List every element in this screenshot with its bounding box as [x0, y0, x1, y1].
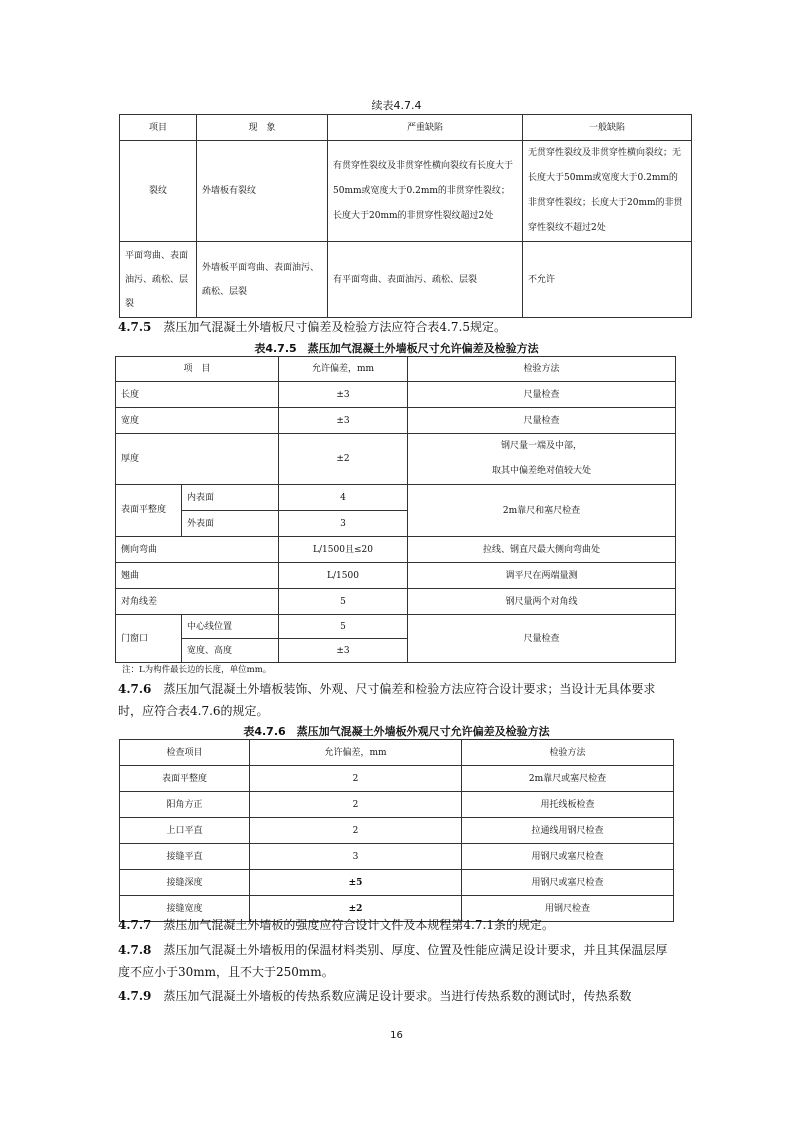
- table-row: [120, 870, 674, 896]
- table-row: [120, 792, 674, 818]
- cell-warping-tolerance: L/1500: [279, 563, 408, 589]
- cell-item: 接缝平直: [120, 844, 250, 870]
- cell-width-height: 宽度、高度: [182, 639, 279, 663]
- cell-tolerance: 2: [250, 792, 462, 818]
- header-phenomenon: 现 象: [197, 115, 328, 141]
- clause-number: 4.7.8: [118, 943, 152, 957]
- cell-crack-serious: 有贯穿性裂纹及非贯穿性横向裂纹有长度大于50mm或宽度大于0.2mm的非贯穿性裂纹；长度大于20mm的非贯穿性裂纹超过2处: [328, 141, 523, 242]
- table-4-7-6: [119, 739, 674, 922]
- cell-width: 宽度: [116, 408, 279, 434]
- cell-thickness: 厚度: [116, 434, 279, 485]
- cell-method: 用钢尺或塞尺检查: [462, 844, 674, 870]
- cell-width-method: 尺量检查: [408, 408, 676, 434]
- table-row: [120, 766, 674, 792]
- cell-inner-surface: 内表面: [182, 485, 279, 511]
- cell-method: 用托线板检查: [462, 792, 674, 818]
- clause-4-7-9: [118, 985, 678, 1007]
- cell-item: 上口平直: [120, 818, 250, 844]
- cell-width-height-tolerance: ±3: [279, 639, 408, 663]
- cell-center-position-tolerance: 5: [279, 615, 408, 639]
- cell-thickness-tolerance: ±2: [279, 434, 408, 485]
- cell-lateral-bending: 侧向弯曲: [116, 537, 279, 563]
- table-4-7-4-continued: [119, 114, 692, 318]
- cell-method: 用钢尺或塞尺检查: [462, 870, 674, 896]
- cell-thickness-method: [408, 434, 676, 485]
- cell-length-tolerance: ±3: [279, 382, 408, 408]
- header-item: 项 目: [116, 357, 279, 382]
- cell-tolerance: 3: [250, 844, 462, 870]
- cell-length: 长度: [116, 382, 279, 408]
- method-line-2: 取其中偏差绝对值较大处: [492, 466, 592, 476]
- cell-length-method: 尺量检查: [408, 382, 676, 408]
- table-row: [120, 844, 674, 870]
- cell-outer-surface-tolerance: 3: [279, 511, 408, 537]
- cell-item: 阳角方正: [120, 792, 250, 818]
- cell-flatness-method: 2m靠尺和塞尺检查: [408, 485, 676, 537]
- clause-4-7-8: [118, 939, 678, 983]
- cell-bending-serious: 有平面弯曲、表面油污、疏松、层裂: [328, 242, 523, 318]
- clause-text: 蒸压加气混凝土外墙板尺寸偏差及检验方法应符合表4.7.5规定。: [163, 320, 506, 334]
- method-line-1: 钢尺量一端及中部，: [501, 441, 583, 451]
- clause-number: 4.7.9: [118, 989, 152, 1003]
- cell-bending-phenomenon: 外墙板平面弯曲、表面油污、疏松、层裂: [197, 242, 328, 318]
- cell-bending-general: 不允许: [523, 242, 692, 318]
- header-tolerance: 允许偏差，mm: [279, 357, 408, 382]
- header-item: 项目: [120, 115, 197, 141]
- header-general-defect: 一般缺陷: [523, 115, 692, 141]
- cell-diagonal: 对角线差: [116, 589, 279, 615]
- cell-tolerance: ±2: [250, 896, 462, 922]
- header-tolerance: 允许偏差，mm: [250, 740, 462, 766]
- table-row: [120, 818, 674, 844]
- cell-warping-method: 调平尺在两端量测: [408, 563, 676, 589]
- cell-method: 2m靠尺或塞尺检查: [462, 766, 674, 792]
- clause-4-7-7: [118, 914, 678, 936]
- cell-lateral-bending-method: 拉线、钢直尺最大侧向弯曲处: [408, 537, 676, 563]
- cell-inner-surface-tolerance: 4: [279, 485, 408, 511]
- cell-item: 接缝宽度: [120, 896, 250, 922]
- header-method: 检验方法: [462, 740, 674, 766]
- cell-tolerance: 2: [250, 818, 462, 844]
- clause-number: 4.7.6: [118, 682, 152, 696]
- cell-lateral-bending-tolerance: L/1500且≤20: [279, 537, 408, 563]
- header-serious-defect: 严重缺陷: [328, 115, 523, 141]
- cell-diagonal-method: 钢尺量两个对角线: [408, 589, 676, 615]
- clause-text: 蒸压加气混凝土外墙板用的保温材料类别、厚度、位置及性能应满足设计要求，并且其保温层厚度不应小于30mm，且不大于250mm。: [118, 943, 668, 979]
- clause-text: 蒸压加气混凝土外墙板的强度应符合设计文件及本规程第4.7.1条的规定。: [163, 918, 554, 932]
- cell-item: 接缝深度: [120, 870, 250, 896]
- cell-outer-surface: 外表面: [182, 511, 279, 537]
- cell-crack-phenomenon: 外墙板有裂纹: [197, 141, 328, 242]
- table-4-7-5-caption: 表4.7.5 蒸压加气混凝土外墙板尺寸允许偏差及检验方法: [254, 342, 539, 355]
- table-note: 注：L为构件最长边的长度，单位mm。: [122, 665, 272, 675]
- cell-door-method: 尺量检查: [408, 615, 676, 663]
- cell-diagonal-tolerance: 5: [279, 589, 408, 615]
- cell-crack-general: 无贯穿性裂纹及非贯穿性横向裂纹；无长度大于50mm或宽度大于0.2mm的非贯穿性裂纹；长度大于20mm的非贯穿性裂纹不超过2处: [523, 141, 692, 242]
- clause-number: 4.7.5: [118, 320, 152, 334]
- cell-door-window: 门窗口: [116, 615, 182, 663]
- table-4-7-5: [115, 356, 676, 663]
- cell-surface-flatness: 表面平整度: [116, 485, 182, 537]
- clause-text: 蒸压加气混凝土外墙板的传热系数应满足设计要求。当进行传热系数的测试时，传热系数: [163, 989, 632, 1003]
- header-check-item: 检查项目: [120, 740, 250, 766]
- cell-crack: 裂纹: [120, 141, 197, 242]
- cell-width-tolerance: ±3: [279, 408, 408, 434]
- cell-item: 表面平整度: [120, 766, 250, 792]
- table-4-7-6-caption: 表4.7.6 蒸压加气混凝土外墙板外观尺寸允许偏差及检验方法: [243, 725, 550, 738]
- cell-bending: 平面弯曲、表面油污、疏松、层裂: [120, 242, 197, 318]
- clause-text: 蒸压加气混凝土外墙板装饰、外观、尺寸偏差和检验方法应符合设计要求；当设计无具体要求时，应符合表4.7.6的规定。: [118, 682, 656, 718]
- clause-4-7-5: [118, 316, 678, 338]
- page-number: 16: [390, 1030, 403, 1041]
- header-method: 检验方法: [408, 357, 676, 382]
- clause-number: 4.7.7: [118, 918, 152, 932]
- cell-method: 用钢尺检查: [462, 896, 674, 922]
- cell-warping: 翘曲: [116, 563, 279, 589]
- clause-4-7-6: [118, 678, 678, 722]
- cell-tolerance: ±5: [250, 870, 462, 896]
- table-4-7-4-caption: 续表4.7.4: [371, 99, 422, 112]
- cell-tolerance: 2: [250, 766, 462, 792]
- cell-center-position: 中心线位置: [182, 615, 279, 639]
- cell-method: 拉通线用钢尺检查: [462, 818, 674, 844]
